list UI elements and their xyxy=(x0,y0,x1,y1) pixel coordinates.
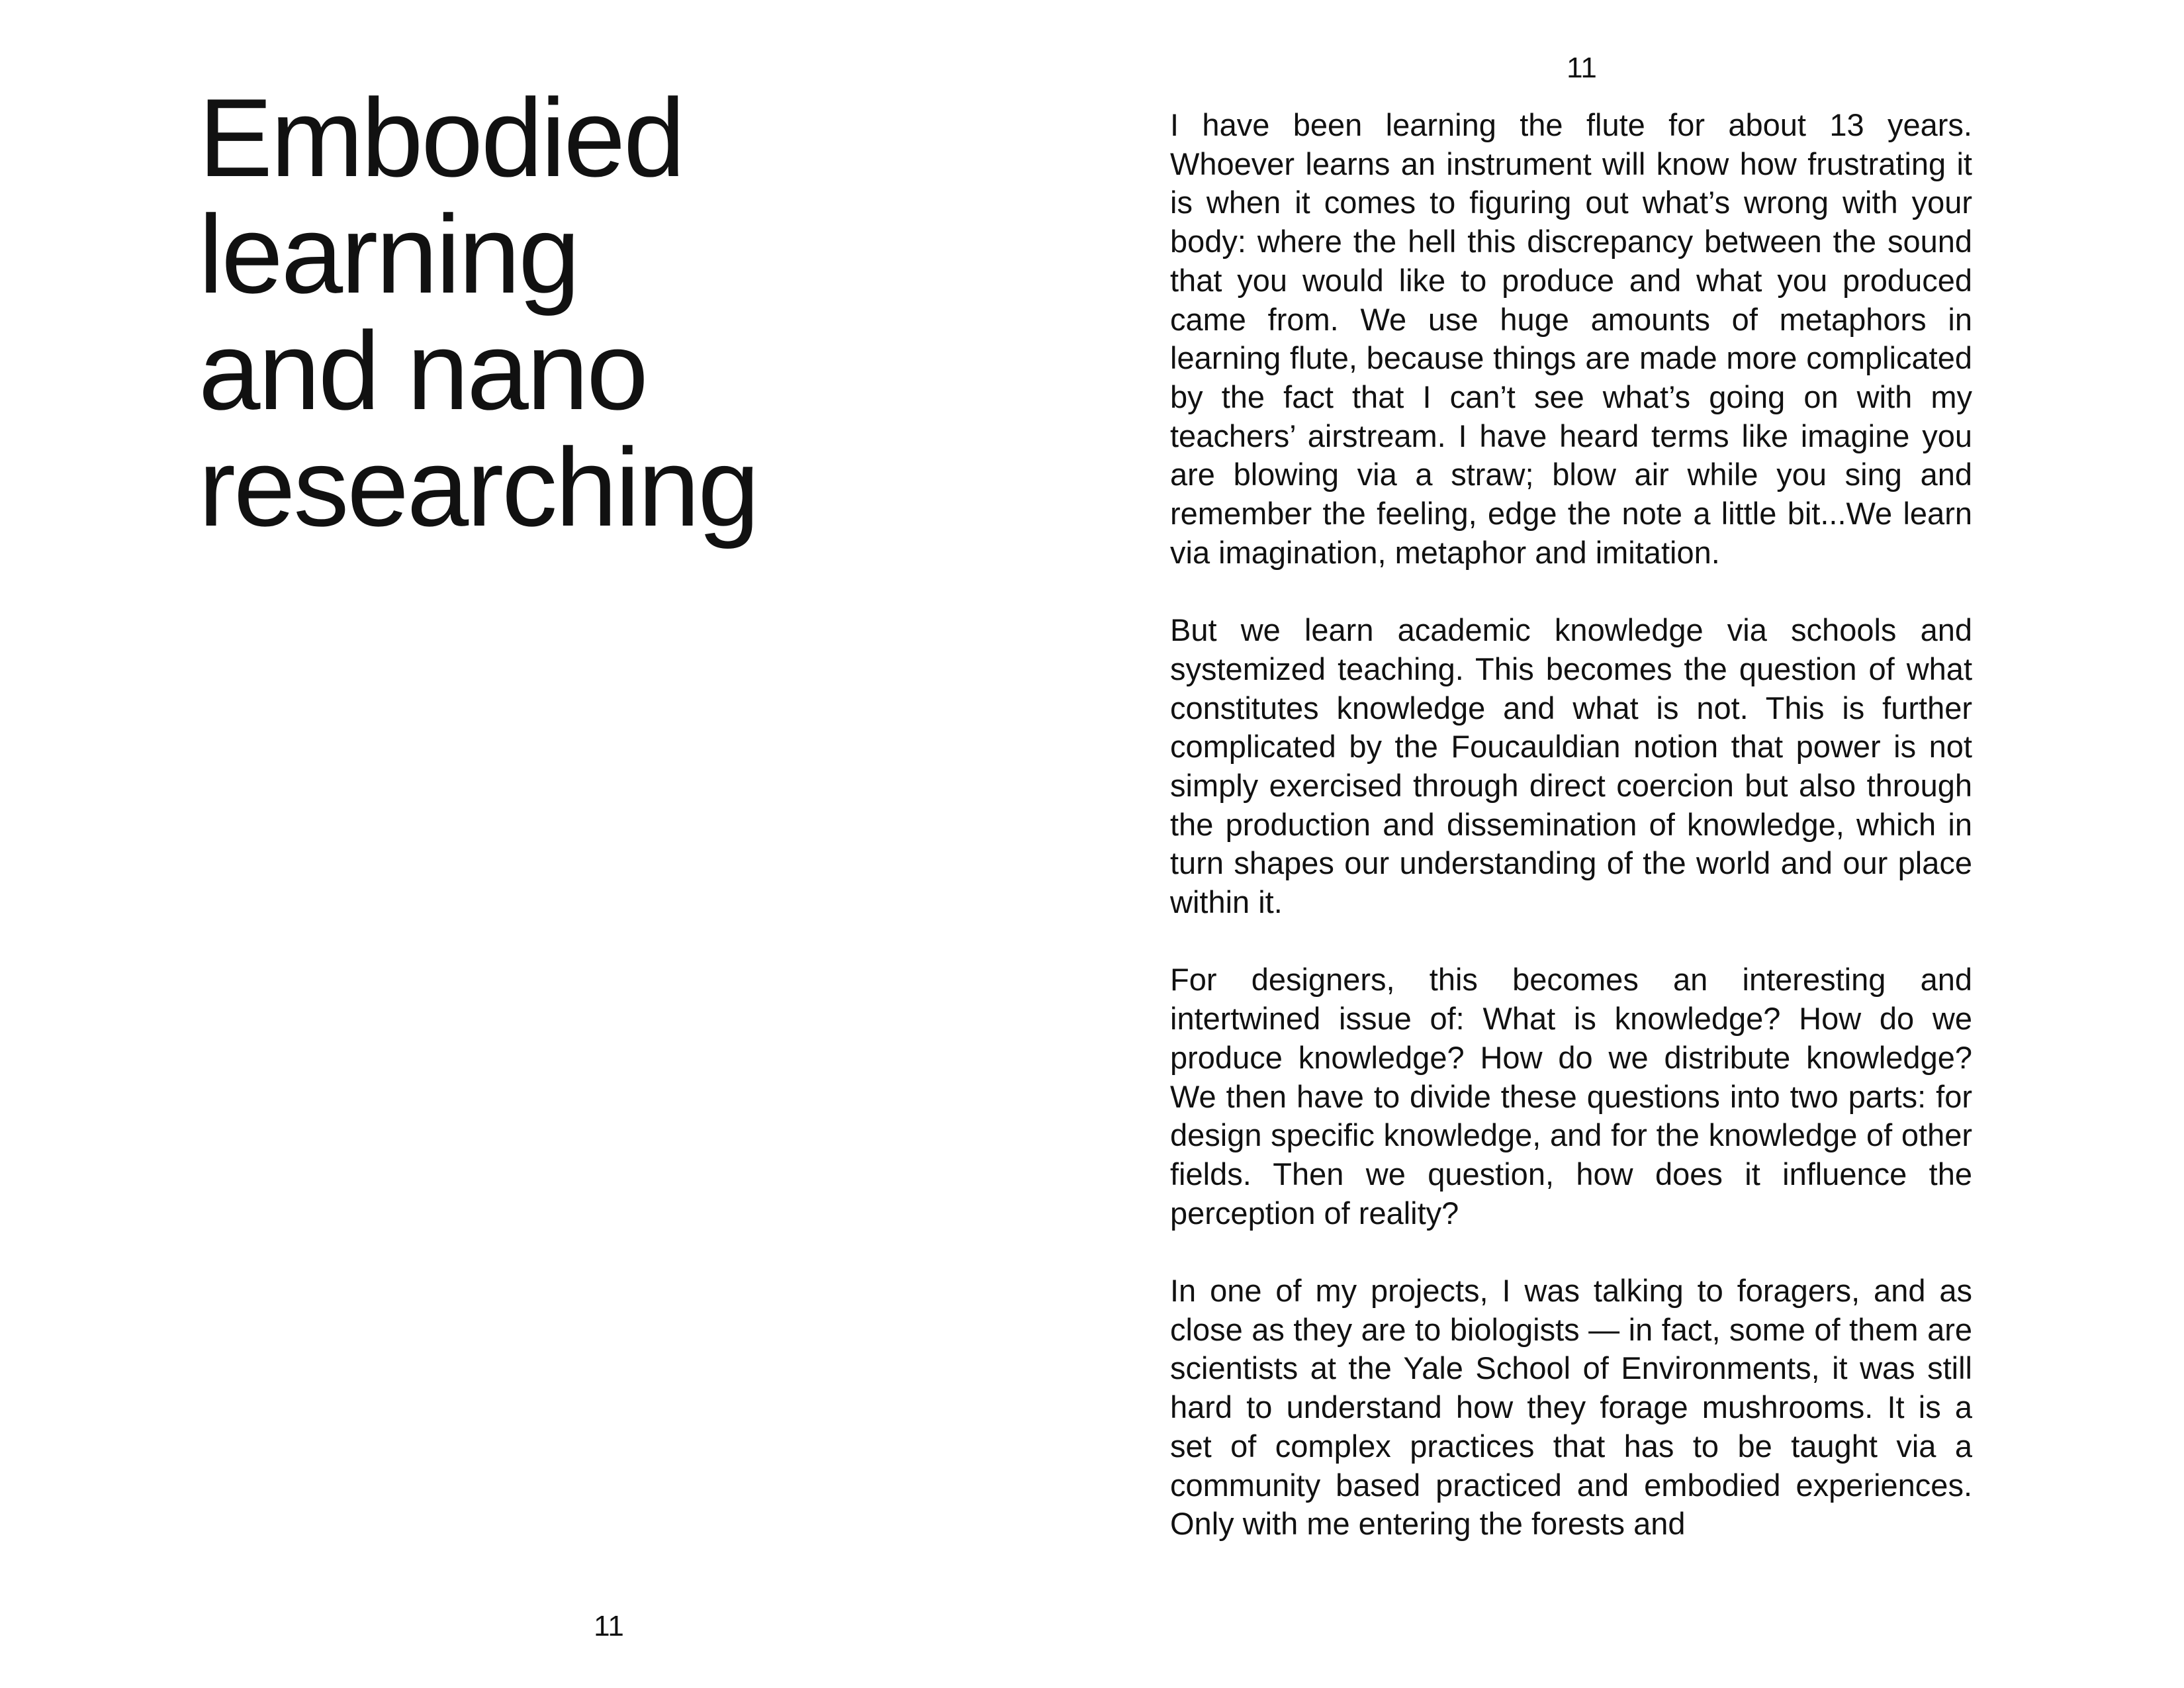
chapter-title xyxy=(199,75,960,549)
body-text xyxy=(1170,106,1972,1583)
title-line: researching xyxy=(199,425,758,549)
paragraph: But we learn academic knowledge via schools and systemized teaching. This becomes the question of what constitutes knowledge and what is not. This is further complicated by the Foucauldian notion that power is not simply exercised through direct coercion but also through the production and dissemination of knowledge, which in turn shapes our understanding of the world and our place within it. xyxy=(1170,612,1972,920)
paragraph: For designers, this becomes an interesting and intertwined issue of: What is knowledge? How do we produce knowledge? How do we distribute knowledge? We then have to divide these questions into two parts: for design specific knowledge, and for the knowledge of other fields. Then we question, how does it influence the perception of reality? xyxy=(1170,962,1972,1231)
paragraph: In one of my projects, I was talking to foragers, and as close as they are to biologists — in fact, some of them are scientists at the Yale School of Environments, it was still hard to understand how they forage mushrooms. It is a set of complex practices that has to be taught via a community based practiced and embodied experiences. Only with me entering the forests and xyxy=(1170,1273,1972,1542)
left-page-number: 11 xyxy=(594,1610,624,1642)
title-line: Embodied xyxy=(199,75,684,200)
right-page xyxy=(1092,0,2184,1688)
title-line: and nano xyxy=(199,308,647,433)
paragraph: I have been learning the flute for about 13 years. Whoever learns an instrument will know how frustrating it is when it comes to figuring out what’s wrong with your body: where the hell this discrepancy between the sound that you would like to produce and what you produced came from. We use huge amounts of metaphors in learning flute, because things are made more complicated by the fact that I can’t see what’s going on with my teachers’ airstream. I have heard terms like imagine you are blowing via a straw; blow air while you sing and remember the feeling, edge the note a little bit...We learn via imagination, metaphor and imitation. xyxy=(1170,107,1972,570)
right-page-number: 11 xyxy=(1567,52,1597,84)
title-line: learning xyxy=(199,192,578,316)
